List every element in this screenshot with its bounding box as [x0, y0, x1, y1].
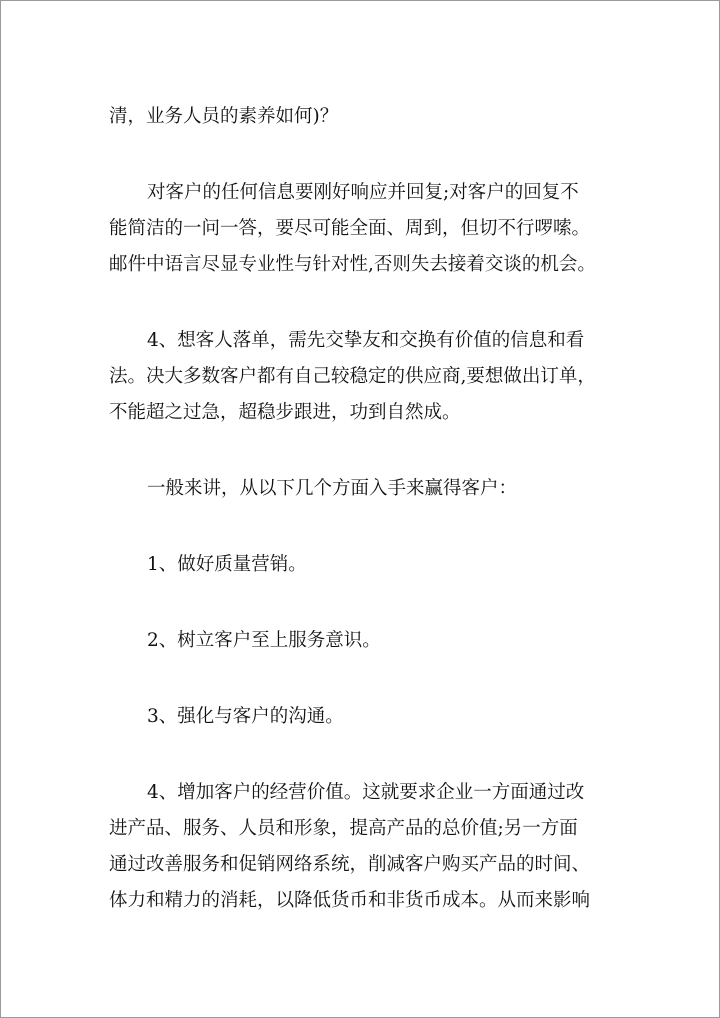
- text-line: 一般来讲，从以下几个方面入手来赢得客户：: [147, 478, 518, 499]
- text-line: 2、树立客户至上服务意识。: [147, 630, 381, 651]
- text-line: 3、强化与客户的沟通。: [147, 706, 344, 727]
- text-line: 能简洁的一问一答，要尽可能全面、周到，但切不行啰嗦。: [109, 218, 591, 239]
- document-body: [109, 99, 619, 919]
- text-line: 法。决大多数客户都有自己较稳定的供应商,要想做出订单，: [109, 366, 596, 387]
- paragraph-5: [109, 547, 619, 583]
- text-line: 邮件中语言尽显专业性与针对性,否则失去接着交谈的机会。: [109, 254, 596, 275]
- text-line: 4、想客人落单，需先交挚友和交换有价值的信息和看: [147, 330, 585, 351]
- paragraph-2: [109, 175, 619, 283]
- paragraph-6: [109, 623, 619, 659]
- paragraph-4: [109, 471, 619, 507]
- paragraph-7: [109, 699, 619, 735]
- paragraph-3: [109, 323, 619, 431]
- paragraph-1: [109, 99, 619, 135]
- text-line: 4、增加客户的经营价值。这就要求企业一方面通过改: [147, 782, 585, 803]
- text-line: 通过改善服务和促销网络系统，削减客户购买产品的时间、: [109, 854, 591, 875]
- paragraph-8: [109, 775, 619, 919]
- text-line: 进产品、服务、人员和形象，提高产品的总价值;另一方面: [109, 818, 578, 839]
- text-line: 不能超之过急，超稳步跟进，功到自然成。: [109, 402, 461, 423]
- text-line: 体力和精力的消耗，以降低货币和非货币成本。从而来影响: [109, 890, 591, 911]
- text-line: 清，业务人员的素养如何)？: [109, 106, 339, 127]
- text-line: 对客户的任何信息要刚好响应并回复;对客户的回复不: [147, 182, 579, 203]
- text-line: 1、做好质量营销。: [147, 554, 307, 575]
